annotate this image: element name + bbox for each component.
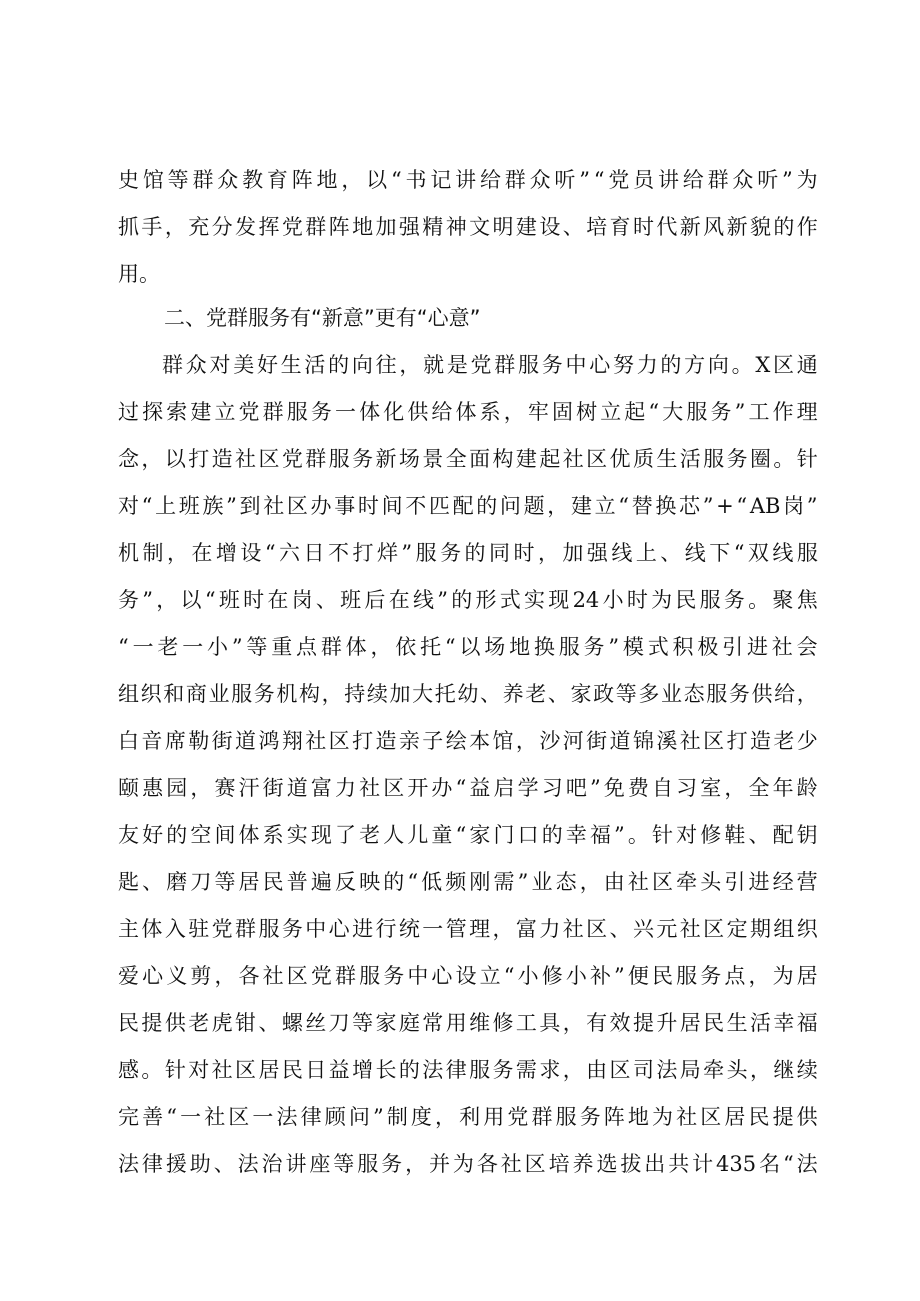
text-line: 匙 、 磨 刀 等 居 民 普 遍 反 映 的 “ 低 频 刚 需 ” 业 态 ， 由 社 区 牵 头 引 进 经 营 (118, 870, 818, 894)
text-line: 法 律 援 助 、 法 治 讲 座 等 服 务 ， 并 为 各 社 区 培 养 选 拔 出 共 计 435 名 “ 法 (118, 1152, 818, 1176)
text-line: 务 ” ， 以 “ 班 时 在 岗 、 班 后 在 线 ” 的 形 式 实 现 24 小 时 为 民 服 务 。 聚 焦 (118, 588, 818, 612)
text-line: 机 制 ， 在 增 设 “ 六 日 不 打 烊 ” 服 务 的 同 时 ， 加 强 线 上 、 线 下 “ 双 线 服 (118, 541, 818, 565)
text-line: 抓 手 ， 充 分 发 挥 党 群 阵 地 加 强 精 神 文 明 建 设 、 培 育 时 代 新 风 新 貌 的 作 (118, 215, 818, 239)
text-line: 友 好 的 空 间 体 系 实 现 了 老 人 儿 童 “ 家 门 口 的 幸 福 ” 。 针 对 修 鞋 、 配 钥 (118, 823, 818, 847)
text-line: 过 探 索 建 立 党 群 服 务 一 体 化 供 给 体 系 ， 牢 固 树 立 起 “ 大 服 务 ” 工 作 理 (118, 400, 818, 424)
text-line: 念 ， 以 打 造 社 区 党 群 服 务 新 场 景 全 面 构 建 起 社 区 优 质 生 活 服 务 圈 。 针 (118, 447, 818, 471)
text-line: 感 。 针 对 社 区 居 民 日 益 增 长 的 法 律 服 务 需 求 ， 由 区 司 法 局 牵 头 ， 继 续 (118, 1058, 818, 1082)
text-line: “ 一 老 一 小 ” 等 重 点 群 体 ， 依 托 “ 以 场 地 换 服 务 ” 模 式 积 极 引 进 社 会 (118, 635, 818, 659)
text-line: 主 体 入 驻 党 群 服 务 中 心 进 行 统 一 管 理 ， 富 力 社 区 、 兴 元 社 区 定 期 组 织 (118, 917, 818, 941)
text-line: 史 馆 等 群 众 教 育 阵 地 ， 以 “ 书 记 讲 给 群 众 听 ” “ 党 员 讲 给 群 众 听 ” 为 (118, 168, 818, 192)
body-paragraph (118, 342, 818, 1188)
text-line: 群 众 对 美 好 生 活 的 向 往 ， 就 是 党 群 服 务 中 心 努 力 的 方 向 。 X 区 通 (162, 353, 818, 377)
text-line: 颐 惠 园 ， 赛 汗 街 道 富 力 社 区 开 办 “ 益 启 学 习 吧 ” 免 费 自 习 室 ， 全 年 龄 (118, 776, 818, 800)
text-line: 对 “ 上 班 族 ” 到 社 区 办 事 时 间 不 匹 配 的 问 题 ， 建 立 “ 替 换 芯 ” + “ AB 岗 ” (118, 494, 818, 518)
text-line: 白 音 席 勒 街 道 鸿 翔 社 区 打 造 亲 子 绘 本 馆 ， 沙 河 街 道 锦 溪 社 区 打 造 老 少 (118, 729, 818, 753)
text-line: 用。 (118, 262, 160, 286)
section-heading: 二、党群服务有“新意”更有“心意” (164, 306, 481, 330)
text-line: 完 善 “ 一 社 区 一 法 律 顾 问 ” 制 度 ， 利 用 党 群 服 务 阵 地 为 社 区 居 民 提 供 (118, 1105, 818, 1129)
text-line: 组 织 和 商 业 服 务 机 构 ， 持 续 加 大 托 幼 、 养 老 、 家 政 等 多 业 态 服 务 供 给 ， (118, 682, 818, 706)
text-line: 爱 心 义 剪 ， 各 社 区 党 群 服 务 中 心 设 立 “ 小 修 小 补 ” 便 民 服 务 点 ， 为 居 (118, 964, 818, 988)
intro-paragraph (118, 157, 818, 298)
text-line: 民 提 供 老 虎 钳 、 螺 丝 刀 等 家 庭 常 用 维 修 工 具 ， 有 效 提 升 居 民 生 活 幸 福 (118, 1011, 818, 1035)
